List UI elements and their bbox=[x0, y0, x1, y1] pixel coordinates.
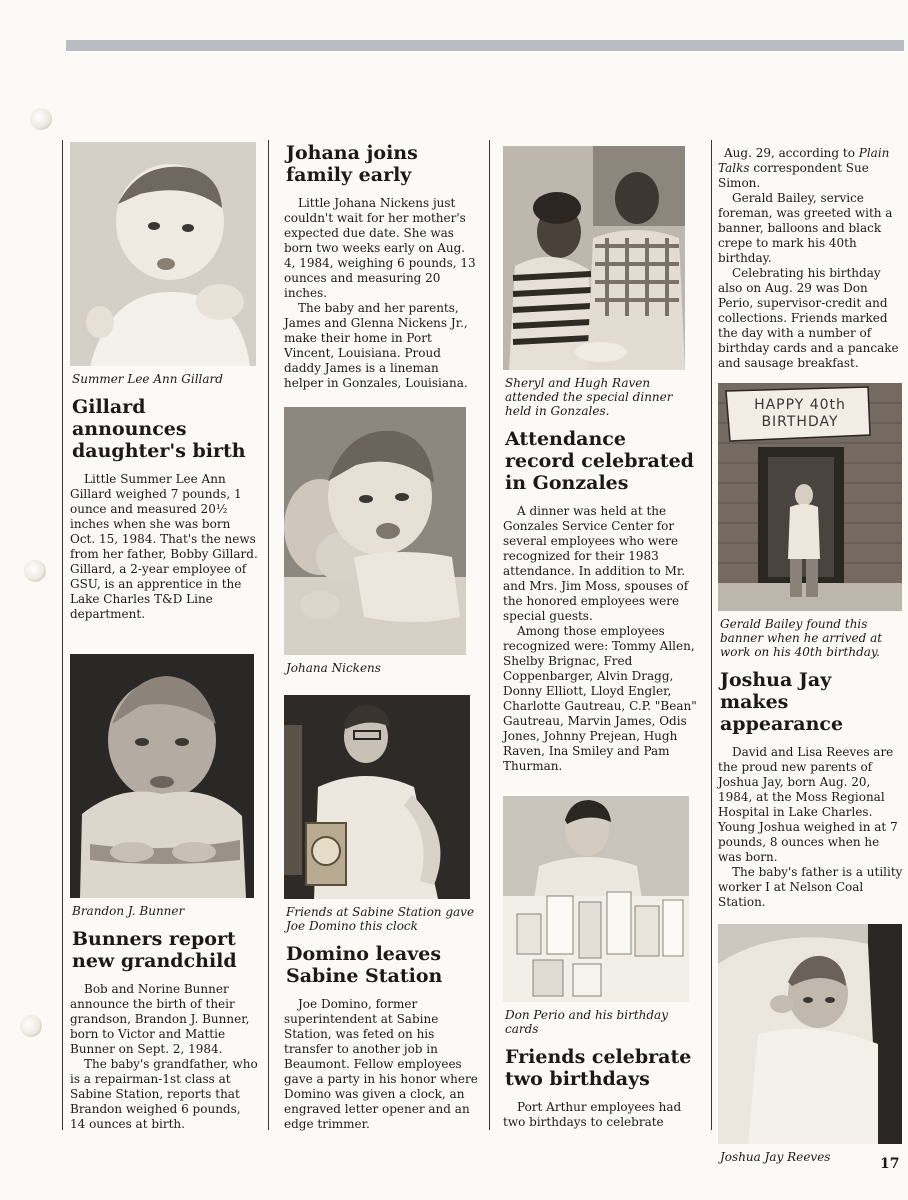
column-1 bbox=[70, 142, 258, 1132]
photo-joshua-reeves bbox=[718, 924, 902, 1144]
article-title: Friends celebrate two birthdays bbox=[505, 1046, 692, 1090]
article-paragraph: The baby's father is a utility worker I at Nelson Coal Station. bbox=[718, 865, 903, 909]
photo-caption: Joshua Jay Reeves bbox=[720, 1150, 831, 1164]
header-bar bbox=[66, 40, 904, 51]
article-body: Little Summer Lee Ann Gillard weighed 7 pounds, 1 ounce and measured 20½ inches when she was born Oct. 15, 1984. That's the news from her father, Bobby Gillard. Gillard, a 2-year employee of GSU, is an apprentice in the Lake Charles T&D Line department. bbox=[70, 472, 258, 621]
photo-brandon-bunner bbox=[70, 654, 254, 898]
article-title: Bunners report new grandchild bbox=[72, 928, 237, 972]
photo-caption: Friends at Sabine Station gave Joe Domino this clock bbox=[286, 905, 475, 933]
photo-caption: Summer Lee Ann Gillard bbox=[72, 372, 223, 386]
article-paragraph: The baby's grandfather, who is a repairman-1st class at Sabine Station, reports that Brandon weighed 6 pounds, 14 ounces at birth. bbox=[70, 1057, 258, 1131]
photo-caption: Gerald Bailey found this banner when he arrived at work on his 40th birthday. bbox=[720, 617, 883, 659]
photo-summer-gillard bbox=[70, 142, 256, 366]
binder-hole bbox=[24, 560, 46, 582]
article-title: Attendance record celebrated in Gonzales bbox=[505, 428, 694, 494]
column-rule bbox=[489, 140, 490, 1130]
article-title: Johana joins family early bbox=[286, 142, 418, 186]
column-2 bbox=[284, 142, 478, 1132]
article-paragraph: A dinner was held at the Gonzales Service Center for several employees who were recognized for their 1983 attendance. In addition to Mr. and Mrs. Jim Moss, spouses of the honored employees were special guests. bbox=[503, 504, 689, 623]
article-paragraph: Among those employees recognized were: Tommy Allen, Shelby Brignac, Fred Coppenbarger, Alvin Dragg, Donny Elliott, Lloyd Engler, Charlotte Gautreau, C.P. "Bean" Gautreau, Marvin James, Odis Jones, Johnny Prejean, Hugh Raven, Ina Smiley and Pam Thurman. bbox=[503, 624, 697, 773]
article-title: Domino leaves Sabine Station bbox=[286, 943, 443, 987]
binder-hole bbox=[20, 1015, 42, 1037]
article-paragraph: Celebrating his birthday also on Aug. 29 was Don Perio, supervisor-credit and collections. Friends marked the day with a number of birthday cards and a pancake and sausage breakfast. bbox=[718, 266, 899, 370]
article-paragraph: Joe Domino, former superintendent at Sabine Station, was feted on his transfer to another job in Beaumont. Fellow employees gave a party in his honor where Domino was given a clock, an engraved letter opener and an edge trimmer. bbox=[284, 997, 478, 1131]
article-paragraph: Bob and Norine Bunner announce the birth of their grandson, Brandon J. Bunner, born to Victor and Mattie Bunner on Sept. 2, 1984. bbox=[70, 982, 250, 1056]
column-3 bbox=[503, 146, 697, 1130]
article-paragraph: Little Johana Nickens just couldn't wait for her mother's expected due date. She was born two weeks early on Aug. 4, 1984, weighing 6 pounds, 13 ounces and measuring 20 inches. bbox=[284, 196, 476, 300]
article-paragraph: Aug. 29, according to Plain Talks correspondent Sue Simon. bbox=[718, 146, 890, 190]
column-rule bbox=[62, 140, 63, 1130]
column-4 bbox=[718, 146, 906, 1164]
photo-caption: Don Perio and his birthday cards bbox=[505, 1008, 668, 1036]
article-paragraph: David and Lisa Reeves are the proud new parents of Joshua Jay, born Aug. 20, 1984, at the Moss Regional Hospital in Lake Charles. Young Joshua weighed in at 7 pounds, 8 ounces when he was born. bbox=[718, 745, 898, 864]
page-number: 17 bbox=[880, 1156, 900, 1172]
photo-joe-domino bbox=[284, 695, 470, 899]
photo-sheryl-hugh-raven bbox=[503, 146, 685, 370]
article-paragraph: The baby and her parents, James and Glenna Nickens Jr., make their home in Port Vincent, Louisiana. Proud daddy James is a lineman helper in Gonzales, Louisiana. bbox=[284, 301, 468, 390]
photo-don-perio bbox=[503, 796, 689, 1002]
banner-text: HAPPY 40th BIRTHDAY bbox=[754, 397, 846, 430]
binder-hole bbox=[30, 108, 52, 130]
photo-caption: Sheryl and Hugh Raven attended the special dinner held in Gonzales. bbox=[505, 376, 673, 418]
column-rule bbox=[268, 140, 269, 1130]
photo-caption: Brandon J. Bunner bbox=[72, 904, 185, 918]
article-title: Joshua Jay makes appearance bbox=[720, 669, 844, 735]
photo-johana-nickens bbox=[284, 407, 466, 655]
article-paragraph: Port Arthur employees had two birthdays to celebrate bbox=[503, 1100, 682, 1129]
column-rule bbox=[711, 140, 712, 1130]
photo-gerald-bailey bbox=[718, 383, 902, 611]
photo-caption: Johana Nickens bbox=[286, 661, 381, 675]
article-paragraph: Gerald Bailey, service foreman, was greeted with a banner, balloons and black crepe to mark his 40th birthday. bbox=[718, 191, 893, 265]
article-title: Gillard announces daughter's birth bbox=[72, 396, 246, 462]
